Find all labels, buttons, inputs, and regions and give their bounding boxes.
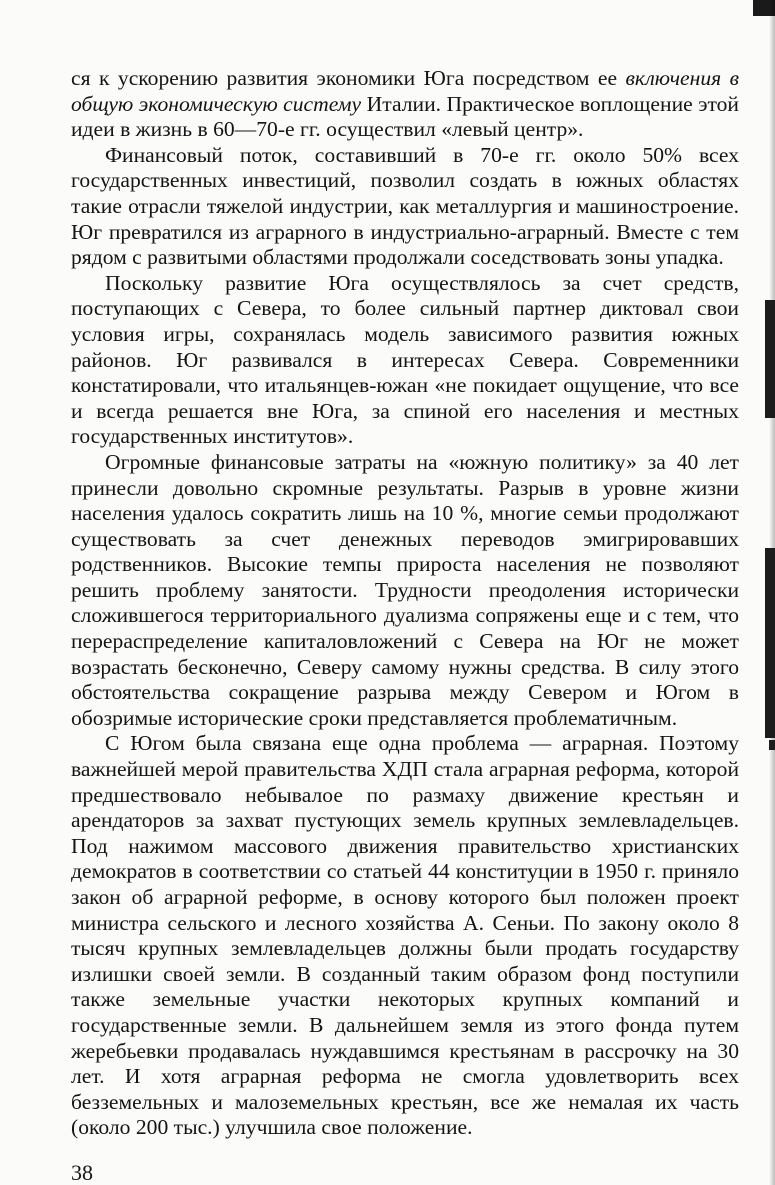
paragraph (71, 66, 739, 143)
margin-mark (769, 740, 775, 750)
paragraph: Огромные финансовые затраты на «южную политику» за 40 лет принесли довольно скромные результаты. Разрыв в уровне жизни населения удалось сократить лишь на 10 %, многие семьи продолжают существовать за счет денежных переводов эмигрировавших родственников. Высокие темпы прироста населения не позволяют решить проблему занятости. Трудности преодоления исторически сложившегося территориального дуализма сопряжены еще и с тем, что перераспределение капиталовложений с Севера на Юг не может возрастать бесконечно, Северу самому нужны средства. В силу этого обстоятельства сокращение разрыва между Севером и Югом в обозримые исторические сроки представляется проблематичным. (71, 449, 739, 730)
paragraph-text: ся к ускорению развития экономики Юга посредством ее (71, 66, 626, 90)
paragraph: Финансовый поток, составивший в 70-е гг. около 50% всех государственных инвестиций, позволил создать в южных областях такие отрасли тяжелой индустрии, как металлургия и машиностроение. Юг превратился из аграрного в индустриально-аграрный. Вместе с тем рядом с развитыми областями продолжали соседствовать зоны упадка. (71, 142, 739, 270)
page-number: 38 (71, 1160, 93, 1185)
body-text (71, 66, 739, 1141)
emphasized-text: включения в общую экономическую систему (71, 66, 739, 116)
paragraph-text: Италии. Практическое воплощение этой идеи в жизнь в 60—70-е гг. осуществил «левый центр». (71, 91, 739, 142)
margin-mark (765, 548, 775, 738)
paragraph: С Югом была связана еще одна проблема — аграрная. Поэтому важнейшей мерой правительства ХДП стала аграрная реформа, которой предшествовало небывалое по размаху движение крестьян и арендаторов за захват пустующих земель крупных землевладельцев. Под нажимом массового движения правительство христианских демократов в соответствии со статьей 44 конституции в 1950 г. приняло закон об аграрной реформе, в основу которого был положен проект министра сельского и лесного хозяйства А. Сеньи. По закону около 8 тысяч крупных землевладельцев должны были продать государству излишки своей земли. В созданный таким образом фонд поступили также земельные участки некоторых крупных компаний и государственные земли. В дальнейшем земля из этого фонда путем жеребьевки продавалась нуждавшимся крестьянам в рассрочку на 30 лет. И хотя аграрная реформа не смогла удовлетворить всех безземельных и малоземельных крестьян, все же немалая их часть (около 200 тыс.) улучшила свое положение. (71, 731, 739, 1140)
paragraph: Поскольку развитие Юга осуществлялось за счет средств, поступающих с Севера, то более сильный партнер диктовал свои условия игры, сохранялась модель зависимого развития южных районов. Юг развивался в интересах Севера. Современники констатировали, что итальянцев-южан «не покидает ощущение, что все и всегда решается вне Юга, за спиной его населения и местных государственных институтов». (71, 270, 739, 449)
margin-mark (765, 300, 775, 418)
